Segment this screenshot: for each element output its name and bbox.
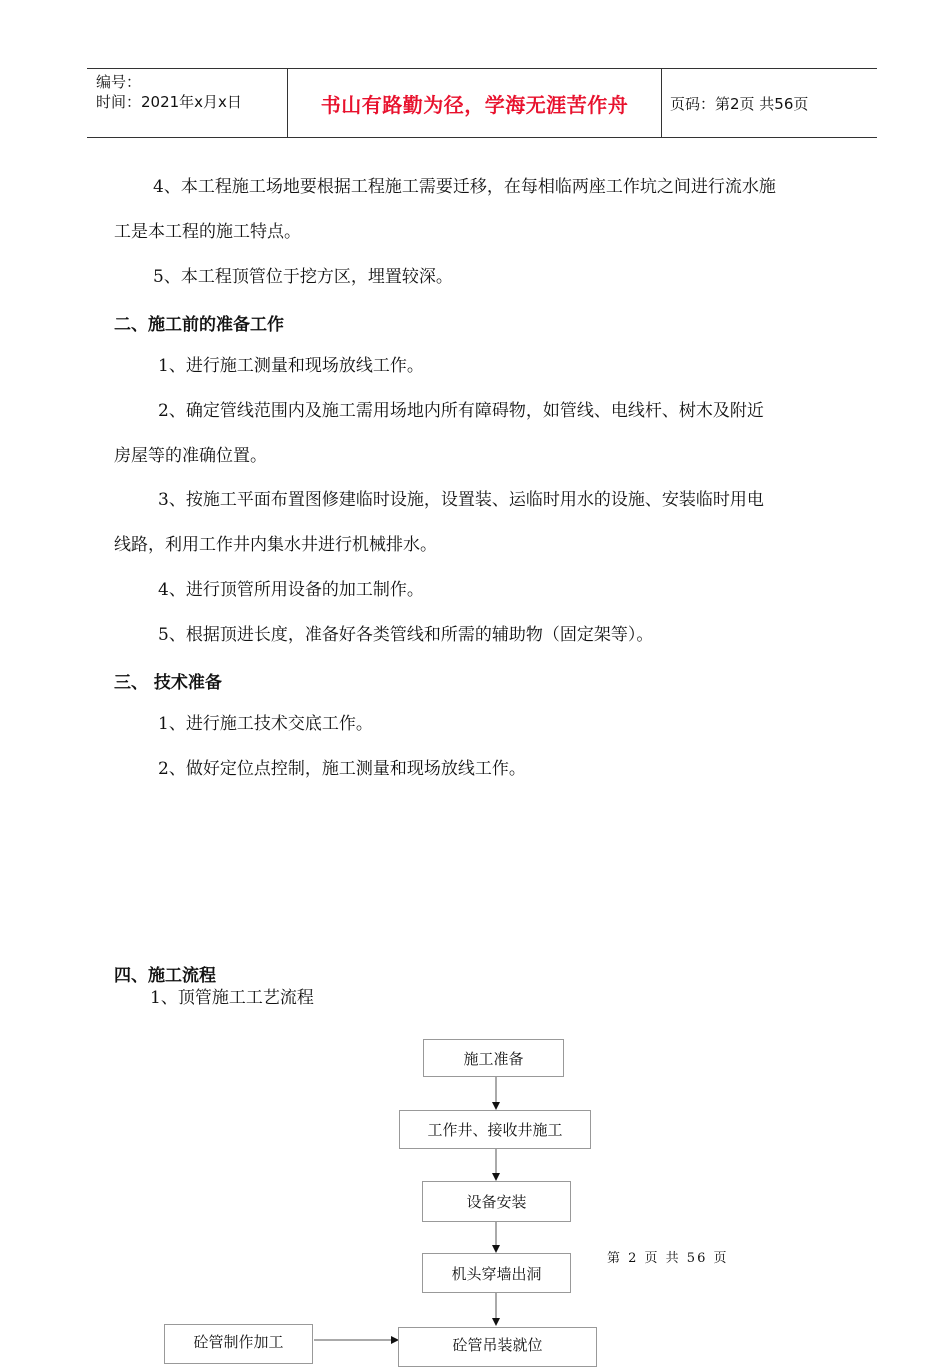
flow-step-equipment-install	[422, 1181, 571, 1222]
paragraph-4-line1: 4、本工程施工场地要根据工程施工需要迁移，在每相临两座工作坑之间进行流水施	[153, 177, 776, 197]
paragraph-5: 5、本工程顶管位于挖方区，埋置较深。	[153, 267, 453, 287]
page-footer: 第 2 页 共 56 页	[607, 1251, 729, 1266]
document-time-label: 时间：2021年x月x日	[96, 93, 242, 111]
section-4-title: 四、施工流程	[114, 966, 216, 986]
flow-step-pipe-hoisting	[398, 1327, 597, 1367]
flow-step-machine-head	[422, 1253, 571, 1293]
flow-step-preparation-label: 施工准备	[463, 1049, 524, 1068]
flow-step-pipe-hoisting-label: 砼管吊装就位	[452, 1336, 543, 1354]
section-2-item-5: 5、根据顶进长度，准备好各类管线和所需的辅助物（固定架等）。	[158, 625, 654, 645]
flow-step-well-construction	[399, 1110, 591, 1149]
section-2-item-3-line1: 3、按施工平面布置图修建临时设施，设置装、运临时用水的设施、安装临时用电	[158, 490, 764, 510]
section-2-item-4: 4、进行顶管所用设备的加工制作。	[158, 580, 424, 600]
section-4-item-1: 1、顶管施工工艺流程	[150, 988, 314, 1008]
paragraph-4-line2: 工是本工程的施工特点。	[114, 222, 301, 242]
flow-side-pipe-fabrication	[164, 1324, 313, 1364]
header-motto: 书山有路勤为径，学海无涯苦作舟	[320, 92, 629, 117]
section-2-title: 二、施工前的准备工作	[114, 315, 284, 335]
section-3-item-1: 1、进行施工技术交底工作。	[158, 714, 373, 734]
section-2-item-1: 1、进行施工测量和现场放线工作。	[158, 356, 424, 376]
document-number-label: 编号：	[96, 73, 142, 91]
section-2-item-3-line2: 线路，利用工作井内集水井进行机械排水。	[114, 535, 437, 555]
flow-step-equipment-install-label: 设备安装	[466, 1193, 527, 1211]
header-page-info: 页码：第2页 共56页	[670, 94, 809, 113]
section-2-item-2-line2: 房屋等的准确位置。	[114, 446, 267, 466]
flow-step-preparation	[423, 1039, 564, 1077]
section-3-title: 三、 技术准备	[114, 673, 222, 693]
section-2-item-2-line1: 2、确定管线范围内及施工需用场地内所有障碍物，如管线、电线杆、树木及附近	[158, 401, 764, 421]
section-3-item-2: 2、做好定位点控制，施工测量和现场放线工作。	[158, 759, 526, 779]
flow-side-pipe-fabrication-label: 砼管制作加工	[193, 1333, 284, 1351]
flow-step-well-construction-label: 工作井、接收井施工	[427, 1121, 563, 1139]
flow-step-machine-head-label: 机头穿墙出洞	[451, 1264, 542, 1283]
